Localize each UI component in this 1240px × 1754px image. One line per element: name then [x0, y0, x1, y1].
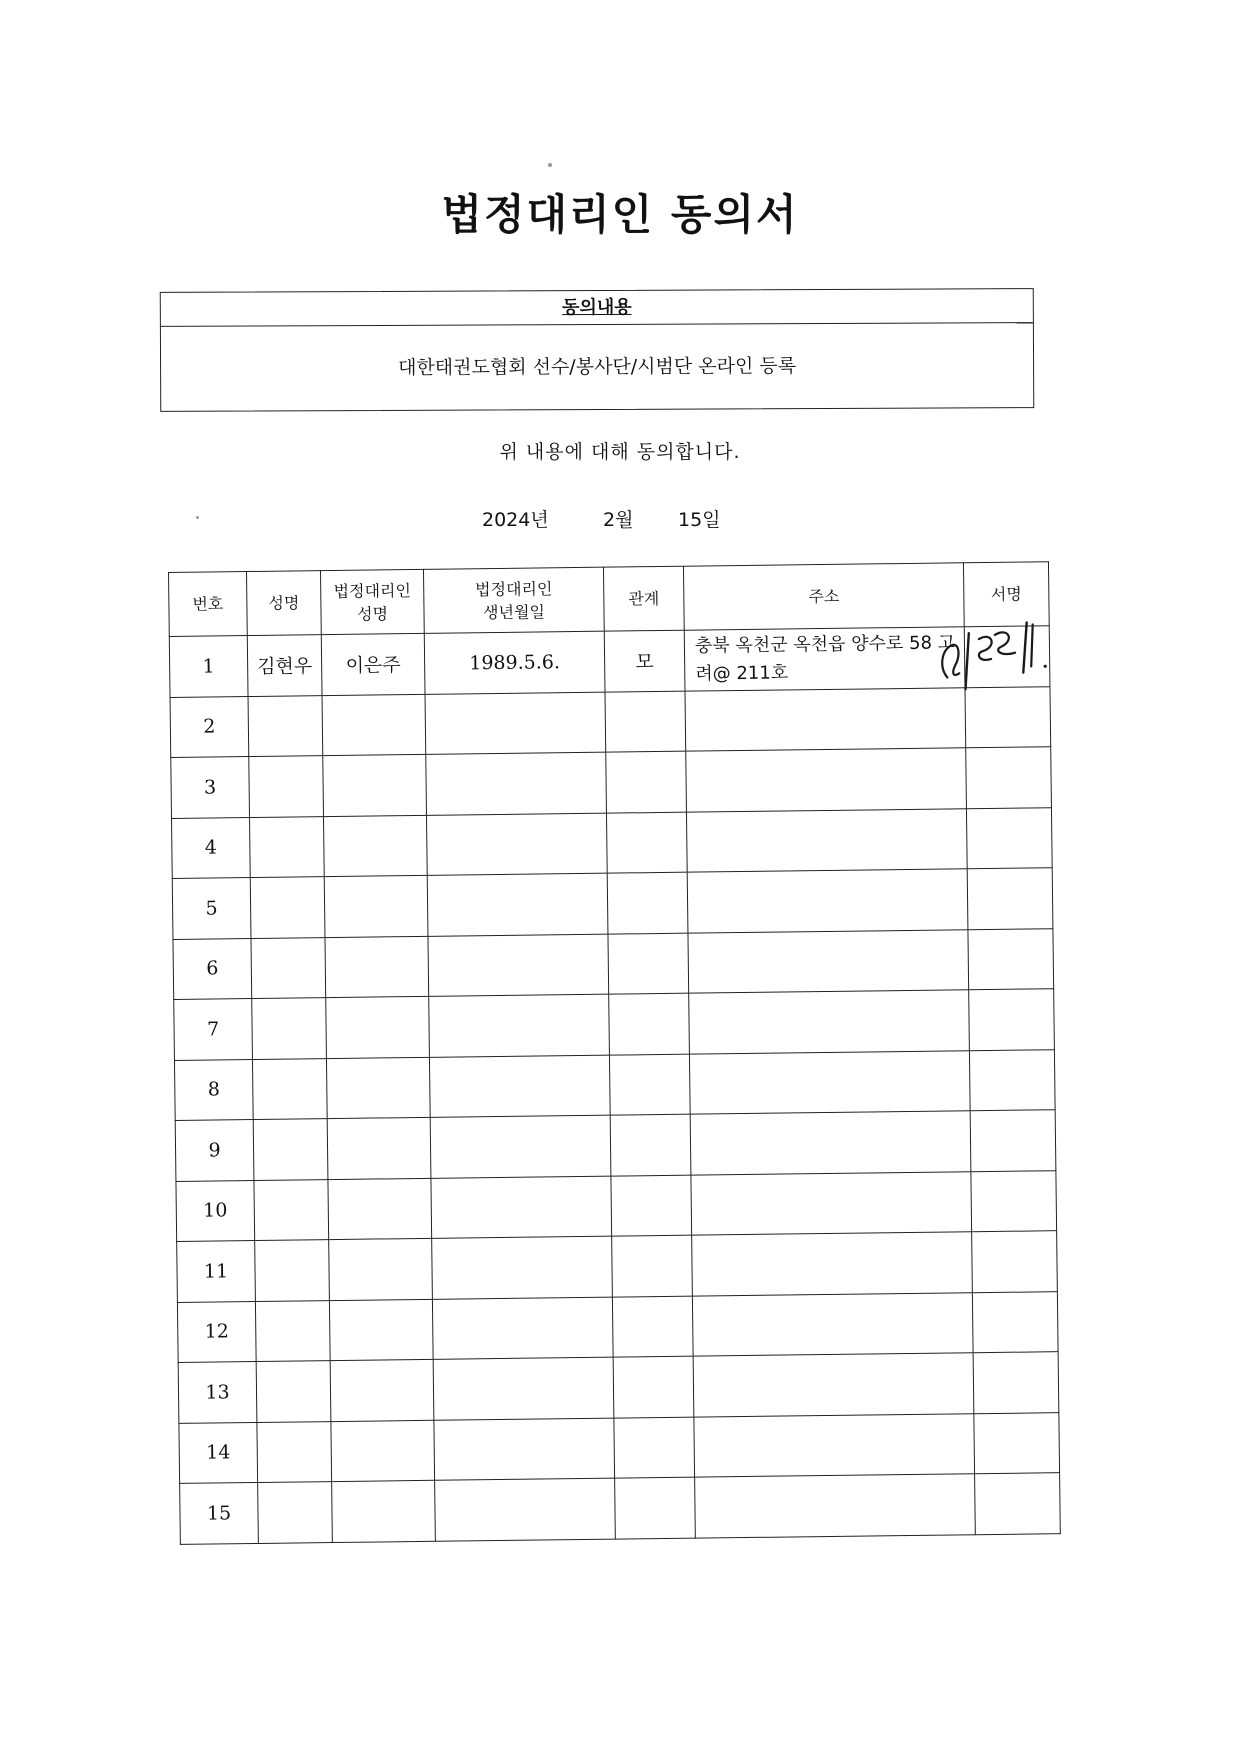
scan-speck — [196, 516, 199, 519]
cell-address — [686, 808, 967, 872]
cell-guardian-birth — [429, 994, 610, 1057]
cell-address — [693, 1353, 974, 1417]
cell-name — [257, 1421, 332, 1482]
cell-guardian-name — [328, 1178, 432, 1240]
cell-relation: 모 — [604, 630, 685, 691]
table-row — [177, 1291, 1058, 1362]
cell-address — [689, 990, 970, 1054]
cell-relation — [614, 1417, 695, 1478]
cell-guardian-name: 이은주 — [321, 633, 425, 695]
cell-no: 15 — [180, 1482, 259, 1543]
cell-signature — [966, 747, 1052, 809]
cell-relation — [611, 1175, 692, 1236]
cell-guardian-name — [326, 1057, 430, 1119]
cell-no: 2 — [170, 696, 249, 757]
cell-relation — [608, 933, 689, 994]
cell-guardian-name — [327, 1117, 431, 1179]
agreement-statement: 위 내용에 대해 동의합니다. — [499, 441, 741, 463]
header-signature: 서명 — [963, 562, 1049, 627]
consent-content-text: 대한태권도협회 선수/봉사단/시범단 온라인 등록 — [398, 355, 797, 379]
cell-relation — [606, 751, 687, 812]
cell-relation — [612, 1235, 693, 1296]
header-guardian-name-line2: 성명 — [356, 603, 389, 624]
cell-name — [254, 1179, 329, 1240]
cell-guardian-birth — [427, 873, 608, 936]
cell-signature — [974, 1412, 1060, 1474]
cell-no: 13 — [178, 1361, 257, 1422]
cell-relation — [615, 1477, 696, 1538]
cell-address: 충북 옥천군 옥천읍 양수로 58 고려@ 211호 — [684, 627, 965, 691]
table-header-row — [169, 562, 1050, 637]
cell-guardian-name — [324, 875, 428, 937]
cell-guardian-birth — [425, 692, 606, 755]
cell-relation — [612, 1296, 693, 1357]
table-row — [171, 747, 1052, 818]
cell-name — [252, 1058, 327, 1119]
cell-guardian-name — [325, 936, 429, 998]
cell-guardian-name — [323, 754, 427, 816]
cell-relation — [613, 1356, 694, 1417]
handwritten-signature — [935, 614, 1066, 696]
table-row — [176, 1170, 1057, 1241]
header-name: 성명 — [247, 571, 322, 636]
table-row — [177, 1231, 1058, 1302]
date-month: 2월 — [603, 509, 634, 531]
cell-guardian-name — [323, 815, 427, 877]
table-row — [170, 686, 1051, 757]
cell-guardian-birth — [430, 1115, 611, 1178]
consent-content-box — [160, 288, 1035, 412]
cell-address — [692, 1292, 973, 1356]
header-address: 주소 — [683, 563, 964, 630]
cell-guardian-birth — [428, 934, 609, 997]
cell-relation — [606, 812, 687, 873]
table-row — [173, 928, 1054, 999]
cell-address — [691, 1171, 972, 1235]
cell-signature — [965, 686, 1051, 748]
cell-signature — [967, 868, 1053, 930]
cell-name — [248, 695, 323, 756]
cell-no: 1 — [169, 636, 248, 697]
cell-relation — [610, 1114, 691, 1175]
header-guardian-birth-line1: 법정대리인 — [474, 578, 553, 599]
cell-name — [249, 816, 324, 877]
cell-address — [690, 1111, 971, 1175]
cell-guardian-name — [331, 1420, 435, 1482]
header-guardian-name — [320, 569, 424, 634]
cell-guardian-birth — [432, 1297, 613, 1360]
cell-guardian-birth — [434, 1418, 615, 1481]
cell-guardian-name — [329, 1238, 433, 1300]
cell-address — [687, 869, 968, 933]
cell-signature — [972, 1291, 1058, 1353]
table-row — [180, 1473, 1061, 1544]
cell-relation — [605, 691, 686, 752]
cell-signature — [969, 1049, 1055, 1111]
table-row — [172, 807, 1053, 878]
cell-name — [258, 1482, 333, 1543]
guardian-consent-table — [168, 561, 1061, 1544]
registration-table-wrapper — [168, 561, 1061, 1544]
cell-guardian-birth — [431, 1176, 612, 1239]
cell-guardian-birth: 1989.5.6. — [424, 631, 605, 694]
cell-guardian-birth — [435, 1478, 616, 1541]
table-row — [175, 1110, 1056, 1181]
cell-no: 14 — [179, 1422, 258, 1483]
cell-guardian-birth — [432, 1236, 613, 1299]
cell-no: 5 — [172, 878, 251, 939]
cell-guardian-name — [332, 1480, 436, 1542]
cell-no: 4 — [172, 817, 251, 878]
cell-no: 11 — [177, 1240, 256, 1301]
cell-signature — [969, 989, 1055, 1051]
page-title: 법정대리인 동의서 — [441, 190, 799, 239]
cell-address — [686, 748, 967, 812]
cell-no: 10 — [176, 1180, 255, 1241]
table-row — [169, 626, 1050, 697]
cell-relation — [609, 993, 690, 1054]
header-no: 번호 — [169, 572, 248, 637]
cell-guardian-birth — [429, 1055, 610, 1118]
cell-address — [685, 687, 966, 751]
cell-name: 김현우 — [247, 635, 322, 696]
cell-signature — [968, 928, 1054, 990]
cell-signature — [971, 1170, 1057, 1232]
cell-no: 3 — [171, 757, 250, 818]
cell-no: 6 — [173, 938, 252, 999]
cell-address — [692, 1232, 973, 1296]
cell-name — [253, 1119, 328, 1180]
cell-no: 12 — [177, 1301, 256, 1362]
header-guardian-birth-line2: 생년월일 — [482, 601, 546, 622]
table-row — [174, 1049, 1055, 1120]
cell-guardian-birth — [433, 1357, 614, 1420]
cell-address — [689, 1050, 970, 1114]
cell-no: 8 — [174, 1059, 253, 1120]
header-guardian-name-line1: 법정대리인 — [333, 580, 411, 601]
cell-name — [255, 1300, 330, 1361]
cell-relation — [607, 872, 688, 933]
cell-no: 7 — [174, 999, 253, 1060]
consent-header — [161, 289, 1033, 327]
table-row — [172, 868, 1053, 939]
cell-guardian-name — [330, 1359, 434, 1421]
cell-name — [252, 998, 327, 1059]
consent-header-label: 동의내용 — [561, 296, 632, 319]
cell-signature — [966, 807, 1052, 869]
cell-signature — [970, 1110, 1056, 1172]
cell-guardian-name — [329, 1299, 433, 1361]
date-day: 15일 — [678, 509, 721, 531]
table-row — [174, 989, 1055, 1060]
cell-relation — [609, 1054, 690, 1115]
cell-address — [688, 929, 969, 993]
cell-name — [249, 756, 324, 817]
cell-address — [694, 1413, 975, 1477]
cell-signature — [975, 1473, 1061, 1535]
cell-name — [251, 937, 326, 998]
cell-guardian-name — [326, 996, 430, 1058]
table-row — [178, 1352, 1059, 1423]
cell-address — [695, 1474, 976, 1538]
cell-guardian-birth — [426, 813, 607, 876]
header-relation: 관계 — [603, 566, 684, 631]
cell-signature — [964, 626, 1050, 688]
scan-speck — [548, 163, 552, 167]
cell-signature — [972, 1231, 1058, 1293]
cell-name — [250, 877, 325, 938]
cell-signature — [973, 1352, 1059, 1414]
header-guardian-birth — [423, 567, 604, 633]
cell-name — [256, 1361, 331, 1422]
cell-no: 9 — [175, 1120, 254, 1181]
cell-guardian-birth — [426, 752, 607, 815]
date-year: 2024년 — [482, 509, 549, 531]
cell-guardian-name — [322, 694, 426, 756]
cell-name — [255, 1240, 330, 1301]
table-row — [179, 1412, 1060, 1483]
